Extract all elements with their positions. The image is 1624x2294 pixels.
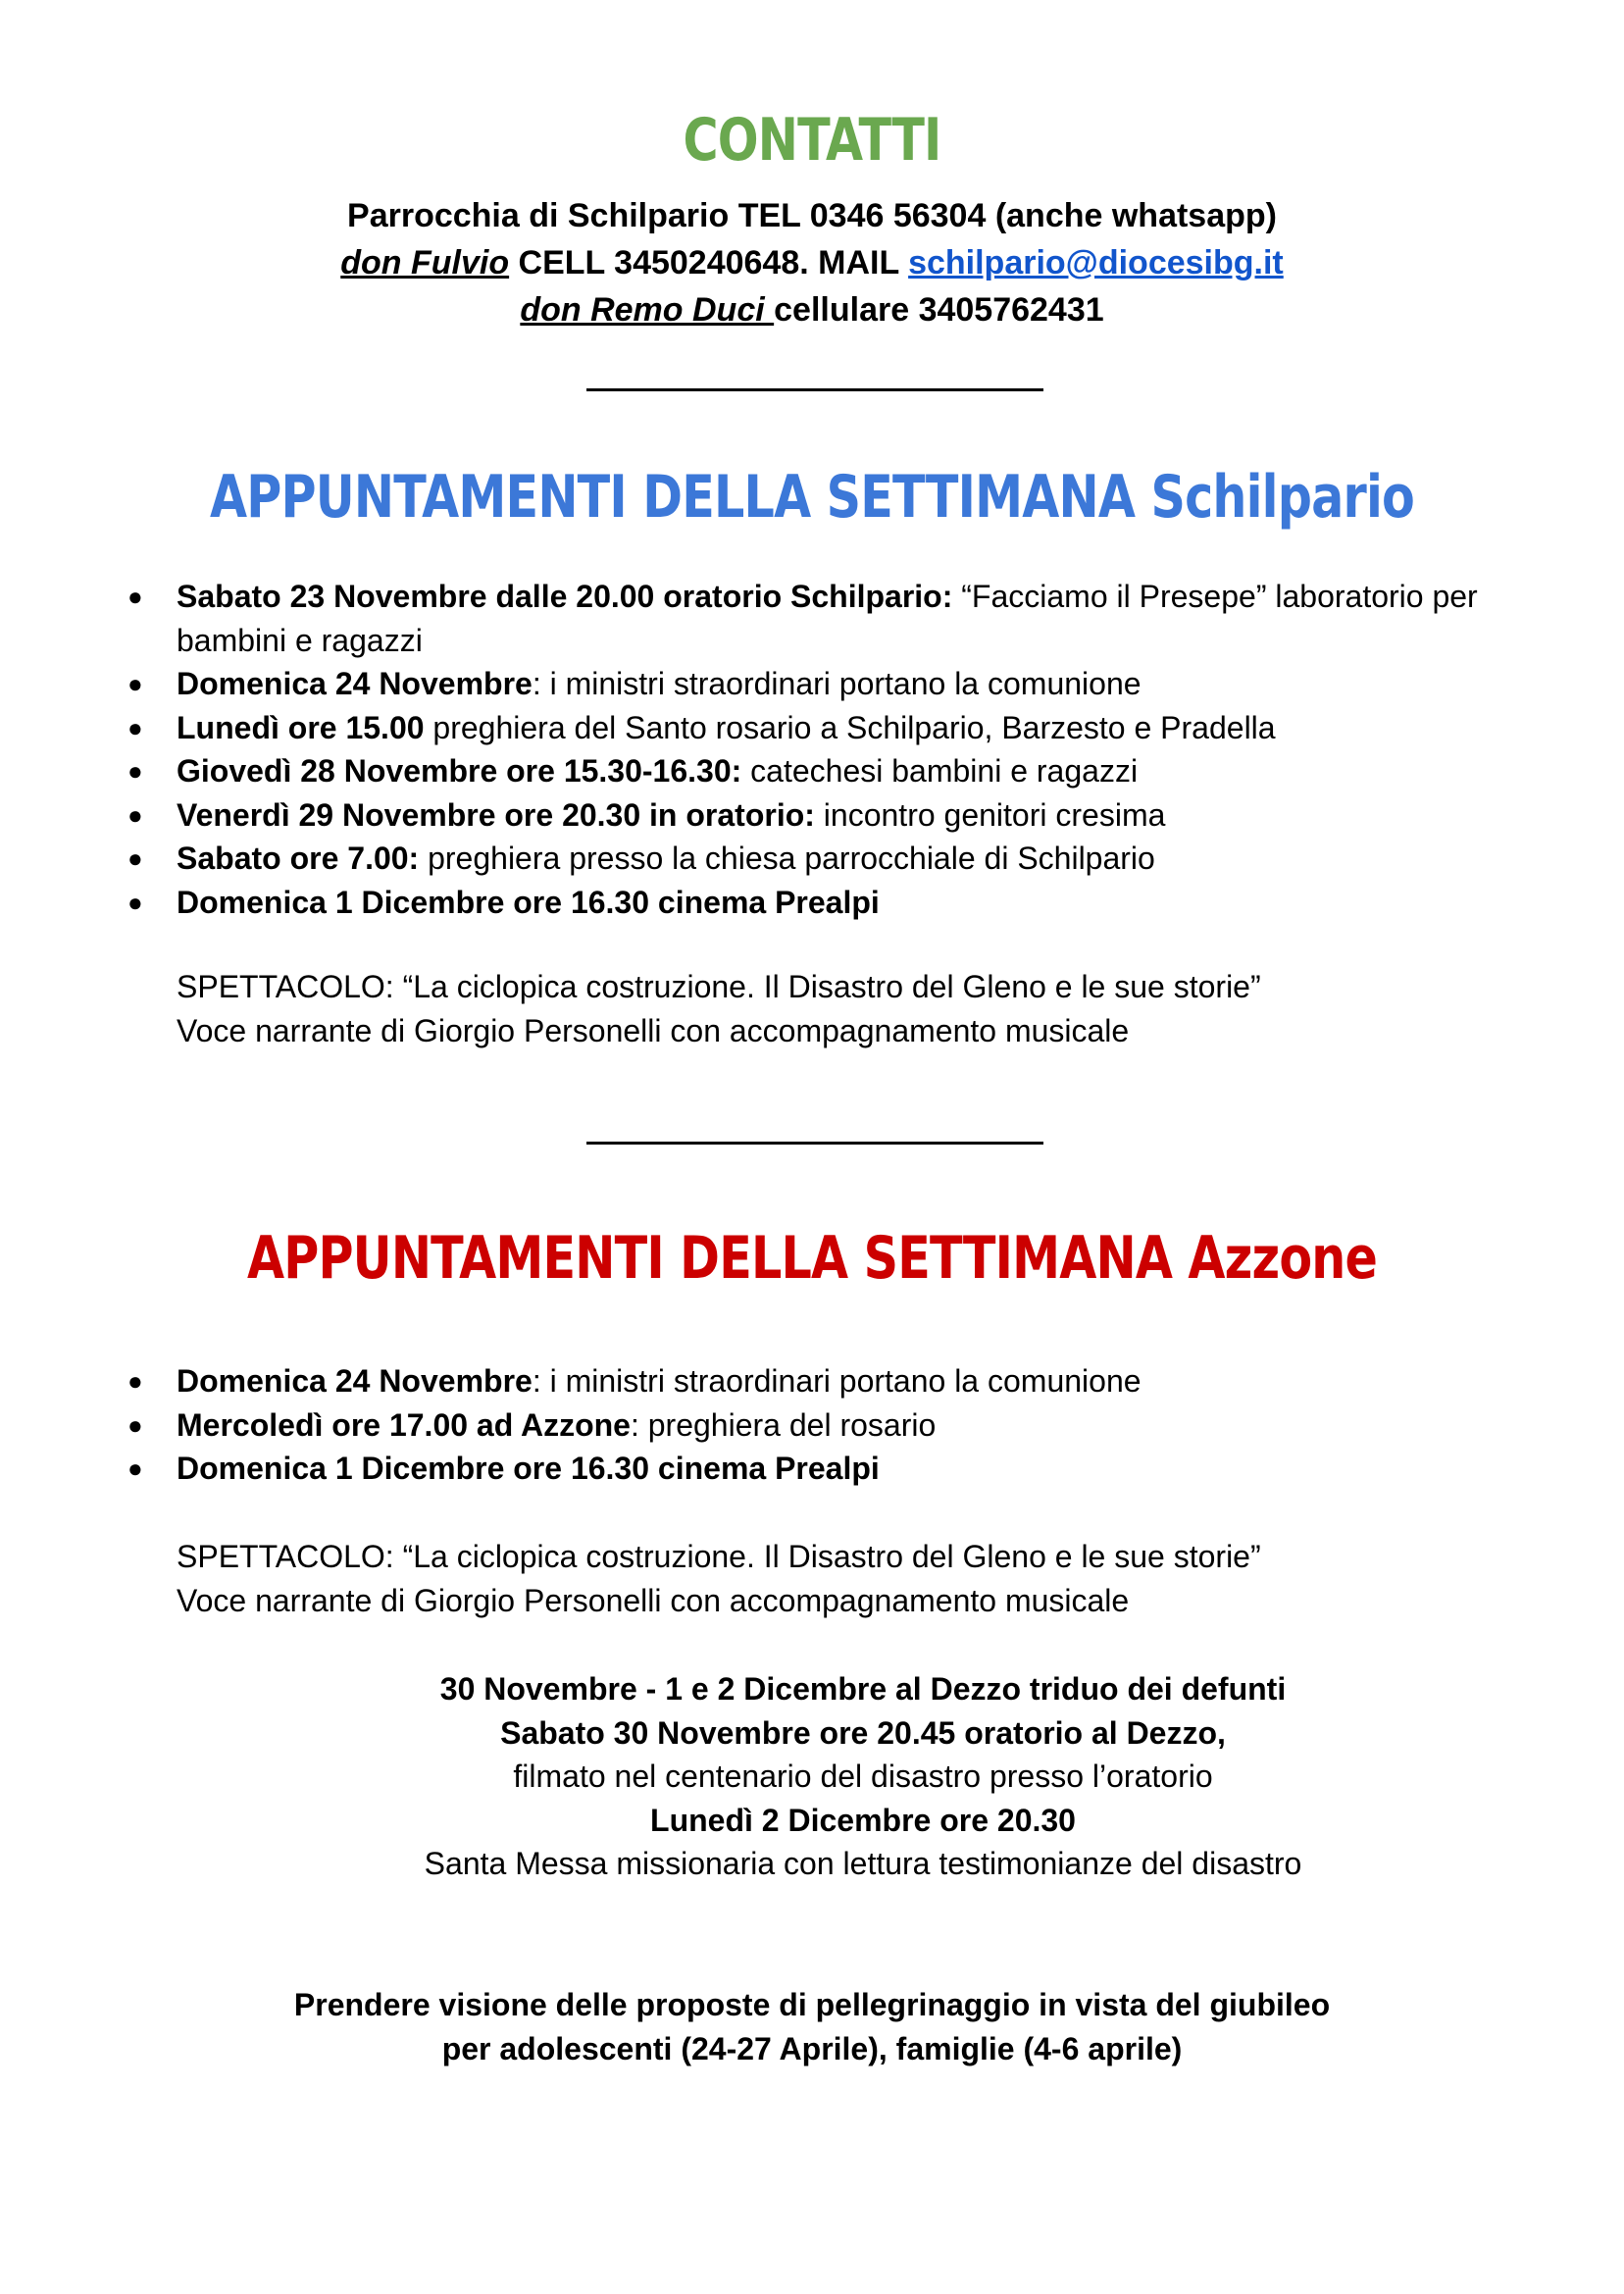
item-text: “Facciamo il Presepe” laboratorio per bambini e ragazzi [177,579,1478,658]
azzone-heading: APPUNTAMENTI DELLA SETTIMANA Azzone [246,1224,1378,1293]
item-bold: Giovedì 28 Novembre ore 15.30-16.30: [177,753,742,789]
show-narrator-line: Voce narrante di Giorgio Personelli con accompagnamento musicale [177,1012,1130,1048]
monday-event: Lunedì 2 Dicembre ore 20.30 [650,1802,1076,1838]
item-bold: Domenica 1 Dicembre ore 16.30 cinema Prealpi [177,1451,880,1486]
bullet-icon: ● [127,582,143,611]
item-bold: Sabato ore 7.00: [177,841,420,876]
parish-phone-line: Parrocchia di Schilpario TEL 0346 56304 (anche whatsapp) [347,197,1277,234]
item-text: preghiera presso la chiesa parrocchiale di Schilpario [419,841,1155,876]
list-item [127,706,1559,750]
item-text: : preghiera del rosario [630,1406,937,1443]
schilpario-show-description [177,965,1549,1052]
item-text: catechesi bambini e ragazzi [741,753,1139,789]
don-fulvio-name: don Fulvio [340,244,510,281]
don-remo-name: don Remo Duci [520,291,775,329]
bullet-icon: ● [127,756,143,786]
bullet-icon: ● [127,1366,143,1396]
film-description: filmato nel centenario del disastro presso l’oratorio [513,1759,1213,1794]
item-bold: Lunedì ore 15.00 [177,709,425,745]
saturday-event: Sabato 30 Novembre ore 20.45 oratorio al Dezzo, [500,1714,1226,1751]
show-narrator-line: Voce narrante di Giorgio Personelli con accompagnamento musicale [177,1582,1130,1618]
mass-description: Santa Messa missionaria con lettura testimonianze del disastro [424,1846,1302,1881]
schilpario-heading: APPUNTAMENTI DELLA SETTIMANA Schilpario [209,463,1414,532]
pilgrimage-notice [0,1983,1624,2070]
triduo-dates: 30 Novembre - 1 e 2 Dicembre al Dezzo triduo dei defunti [439,1671,1287,1707]
list-item [127,793,1559,838]
item-bold: Domenica 1 Dicembre ore 16.30 cinema Prealpi [177,884,880,920]
bullet-icon: ● [127,712,143,742]
schilpario-appointments-list [127,575,1559,924]
don-fulvio-phone: CELL 3450240648. MAIL [509,244,909,281]
divider-line [586,388,1043,391]
email-link[interactable]: schilpario@diocesibg.it [908,244,1284,281]
item-bold: Domenica 24 Novembre [177,666,533,701]
pilgrimage-line-1: Prendere visione delle proposte di pellegrinaggio in vista del giubileo [293,1987,1331,2022]
bullet-icon: ● [127,1409,143,1440]
list-item [127,575,1559,662]
list-item [127,662,1559,706]
show-title-line: SPETTACOLO: “La ciclopica costruzione. Il Disastro del Gleno e le sue storie” [177,1539,1261,1574]
bullet-icon: ● [127,887,143,917]
item-text: preghiera del Santo rosario a Schilpario, Barzesto e Pradella [424,709,1276,745]
list-item [127,881,1559,925]
list-item [127,749,1559,793]
contacts-block [0,192,1624,333]
azzone-show-description [177,1535,1549,1622]
pilgrimage-line-2: per adolescenti (24-27 Aprile), famiglie (4-6 aprile) [441,2030,1183,2066]
item-bold: Sabato 23 Novembre dalle 20.00 oratorio Schilpario: [177,579,953,614]
bullet-icon: ● [127,799,143,830]
item-text: : i ministri straordinari portano la comunione [532,666,1142,701]
list-item [127,1359,1559,1403]
don-remo-phone: cellulare 3405762431 [774,291,1104,329]
item-text: incontro genitori cresima [814,796,1166,833]
list-item [127,1447,1559,1491]
list-item [127,1403,1559,1448]
bullet-icon: ● [127,1453,143,1483]
don-fulvio-line [0,239,1624,286]
don-remo-line [0,286,1624,333]
show-title-line: SPETTACOLO: “La ciclopica costruzione. Il Disastro del Gleno e le sue storie” [177,969,1261,1004]
bullet-icon: ● [127,843,143,873]
item-bold: Mercoledì ore 17.00 ad Azzone [177,1406,631,1443]
bullet-icon: ● [127,669,143,698]
divider-line [586,1142,1043,1145]
item-bold: Venerdì 29 Novembre ore 20.30 in oratorio: [177,796,815,833]
list-item [127,837,1559,881]
azzone-appointments-list [127,1359,1559,1491]
triduo-notice [324,1667,1402,1886]
item-text: : i ministri straordinari portano la comunione [532,1363,1142,1399]
item-bold: Domenica 24 Novembre [177,1363,533,1399]
contacts-heading: CONTATTI [683,106,941,175]
